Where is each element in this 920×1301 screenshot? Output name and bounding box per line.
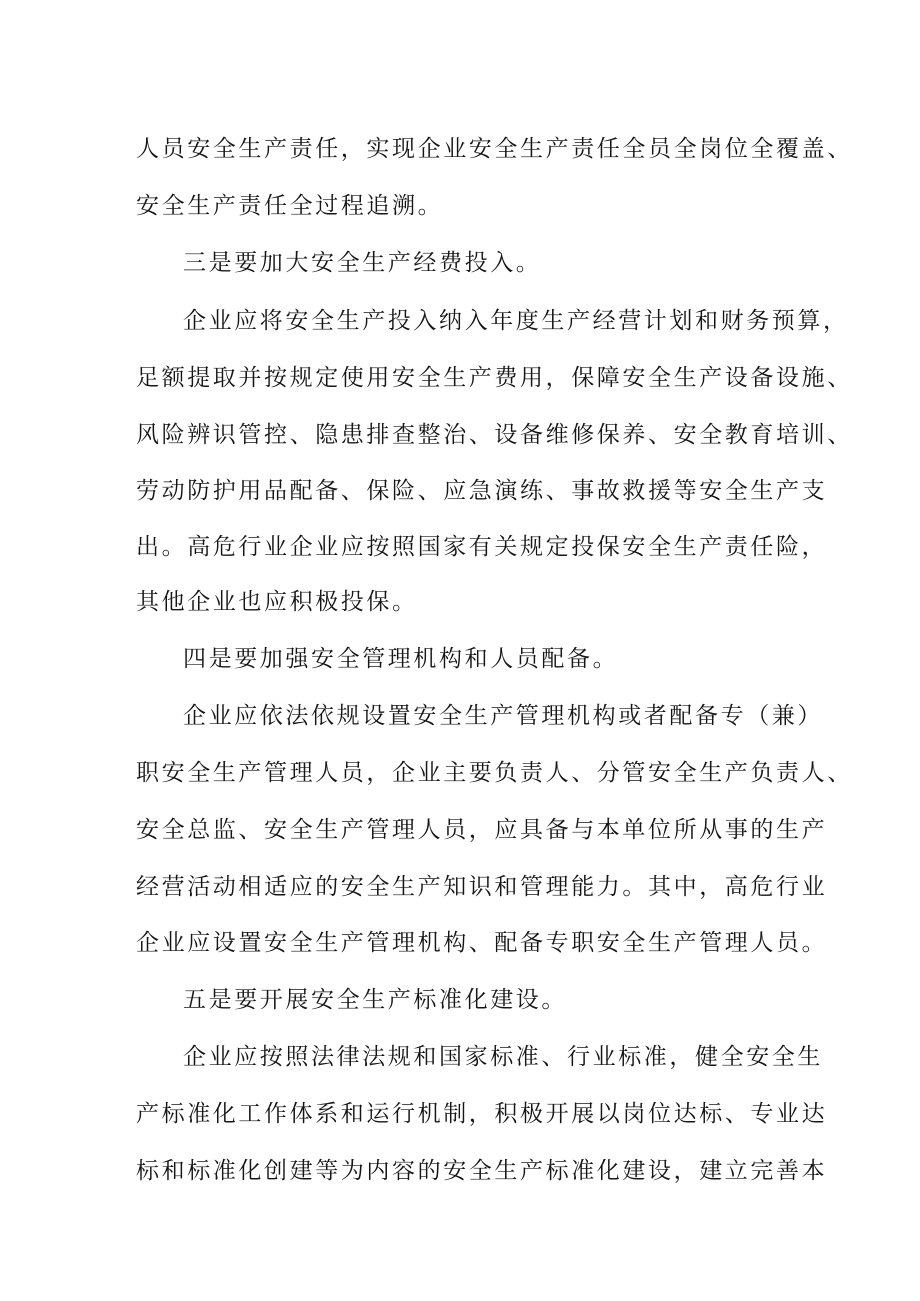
text-line-1: 人员安全生产责任，实现企业安全生产责任全员全岗位全覆盖、 <box>136 136 853 162</box>
text-line-18: 产标准化工作体系和运行机制，积极开展以岗位达标、专业达 <box>136 1101 828 1127</box>
section-heading-4: 四是要加强安全管理机构和人员配备。 <box>183 646 619 672</box>
text-line-12: 职安全生产管理人员，企业主要负责人、分管安全生产负责人、 <box>136 760 853 786</box>
text-line-9: 其他企业也应积极投保。 <box>136 589 418 615</box>
text-line-5: 足额提取并按规定使用安全生产费用，保障安全生产设备设施、 <box>136 365 853 391</box>
text-line-7: 劳动防护用品配备、保险、应急演练、事故救援等安全生产支 <box>136 478 828 504</box>
text-line-17: 企业应按照法律法规和国家标准、行业标准，健全安全生 <box>183 1044 823 1070</box>
text-line-14: 经营活动相适应的安全生产知识和管理能力。其中，高危行业 <box>136 874 828 900</box>
text-line-15: 企业应设置安全生产管理机构、配备专职安全生产管理人员。 <box>136 930 828 956</box>
text-line-11: 企业应依法依规设置安全生产管理机构或者配备专（兼） <box>183 703 823 729</box>
text-line-8: 出。高危行业企业应按照国家有关规定投保安全生产责任险， <box>136 534 828 560</box>
text-line-6: 风险辨识管控、隐患排查整治、设备维修保养、安全教育培训、 <box>136 422 853 448</box>
text-line-19: 标和标准化创建等为内容的安全生产标准化建设，建立完善本 <box>136 1158 828 1184</box>
text-line-2: 安全生产责任全过程追溯。 <box>136 193 444 219</box>
text-line-4: 企业应将安全生产投入纳入年度生产经营计划和财务预算， <box>183 308 849 334</box>
section-heading-5: 五是要开展安全生产标准化建设。 <box>183 987 567 1013</box>
section-heading-3: 三是要加大安全生产经费投入。 <box>183 250 542 276</box>
text-line-13: 安全总监、安全生产管理人员，应具备与本单位所从事的生产 <box>136 817 828 843</box>
